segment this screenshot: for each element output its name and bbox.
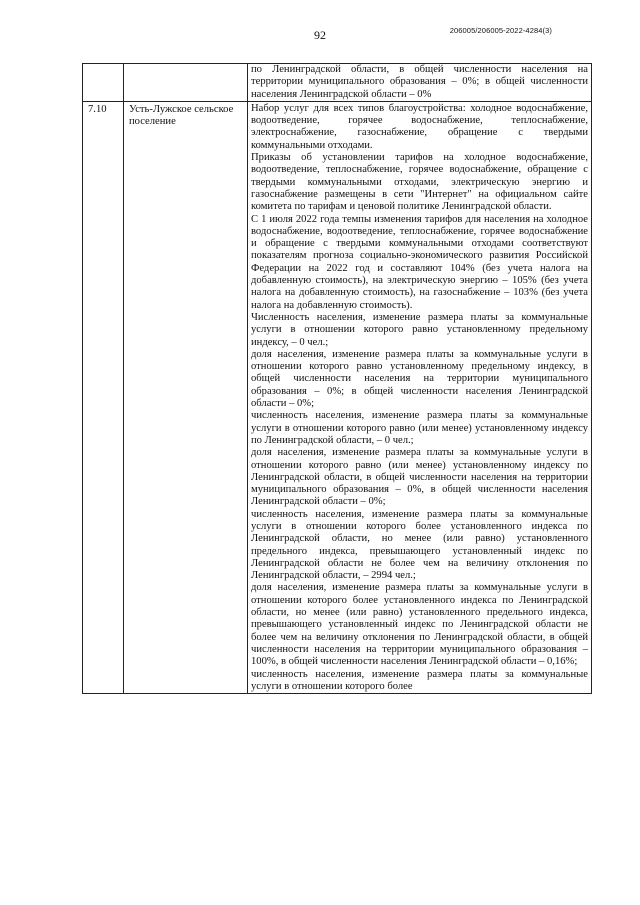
page-number: 92 bbox=[314, 28, 326, 42]
paragraph: доля населения, изменение размера платы за коммунальные услуги в отношении которого равно установленному предельному индексу, в общей численности населения на территории муниципального образования – 0%; в общей численности населения Ленинградской области – 0%; bbox=[251, 348, 588, 410]
cell-name-empty bbox=[124, 64, 248, 102]
cell-number-empty bbox=[83, 64, 124, 102]
continuation-text: по Ленинградской области, в общей численности населения на территории муниципального образования – 0%; в общей численности населения Ленинградской области – 0% bbox=[248, 64, 592, 102]
document-code: 206005/206005-2022-4284(3) bbox=[449, 26, 552, 35]
settlement-name: Усть-Лужское сельское поселение bbox=[124, 101, 248, 693]
paragraph: численность населения, изменение размера платы за коммунальные услуги в отношении которого равно (или менее) установленному индексу по Ленинградской области, – 0 чел.; bbox=[251, 410, 588, 446]
paragraph: доля населения, изменение размера платы за коммунальные услуги в отношении которого равно (или менее) установленному индексу по Ленинградской области, в общей численности населения на территории муниципального образования – 0%, в общей численности населения Ленинградской области – 0%; bbox=[251, 447, 588, 508]
paragraph: доля населения, изменение размера платы за коммунальные услуги в отношении которого более установленного индекса по Ленинградской области, но менее (или равно) установленного предельного индекса, превышающего установленный индекс по Ленинградской области не более чем на величину отклонения по Ленинградской области, в общей численности населения на территории муниципального образования – 100%, в общей численности населения Ленинградской области – 0,16%; bbox=[251, 582, 588, 668]
paragraph: численность населения, изменение размера платы за коммунальные услуги в отношении которого более установленного индекса по Ленинградской области, но менее (или равно) установленного предельного индекса, превышающего установленный индекс по Ленинградской области не более чем на величину отклонения по Ленинградской области, – 2994 чел.; bbox=[251, 508, 588, 582]
table-row-7-10 bbox=[83, 101, 592, 693]
tariff-table bbox=[82, 63, 592, 694]
paragraph: Набор услуг для всех типов благоустройства: холодное водоснабжение, водоотведение, горячее водоснабжение, теплоснабжение, электроснабжение, газоснабжение, обращение с твердыми коммунальными отходами. bbox=[251, 102, 588, 151]
paragraph: С 1 июля 2022 года темпы изменения тарифов для населения на холодное водоснабжение, водоотведение, теплоснабжение, горячее водоснабжение и обращение с твердыми коммунальными отходами соответствуют показателям прогноза социально-экономического развития Российской Федерации на 2022 год и составляют 104% (без учета налога на добавленную стоимость), на электрическую энергию – 105% (без учета налога на добавленную стоимость), на газоснабжение – 103% (без учета налога на добавленную стоимость). bbox=[251, 213, 588, 311]
paragraph: численность населения, изменение размера платы за коммунальные услуги в отношении которого более bbox=[251, 668, 588, 692]
paragraph: Приказы об установлении тарифов на холодное водоснабжение, водоотведение, теплоснабжение, горячее водоснабжение, обращение с твердыми коммунальными отходами, электрическую энергию и газоснабжение размещены в сети "Интернет" на официальном сайте комитета по тарифам и ценовой политике Ленинградской области. bbox=[251, 152, 588, 213]
row-description bbox=[248, 101, 592, 693]
paragraph: Численность населения, изменение размера платы за коммунальные услуги в отношении которого равно установленному предельному индексу, – 0 чел.; bbox=[251, 311, 588, 348]
row-number: 7.10 bbox=[83, 101, 124, 693]
table-row-continuation bbox=[83, 64, 592, 102]
